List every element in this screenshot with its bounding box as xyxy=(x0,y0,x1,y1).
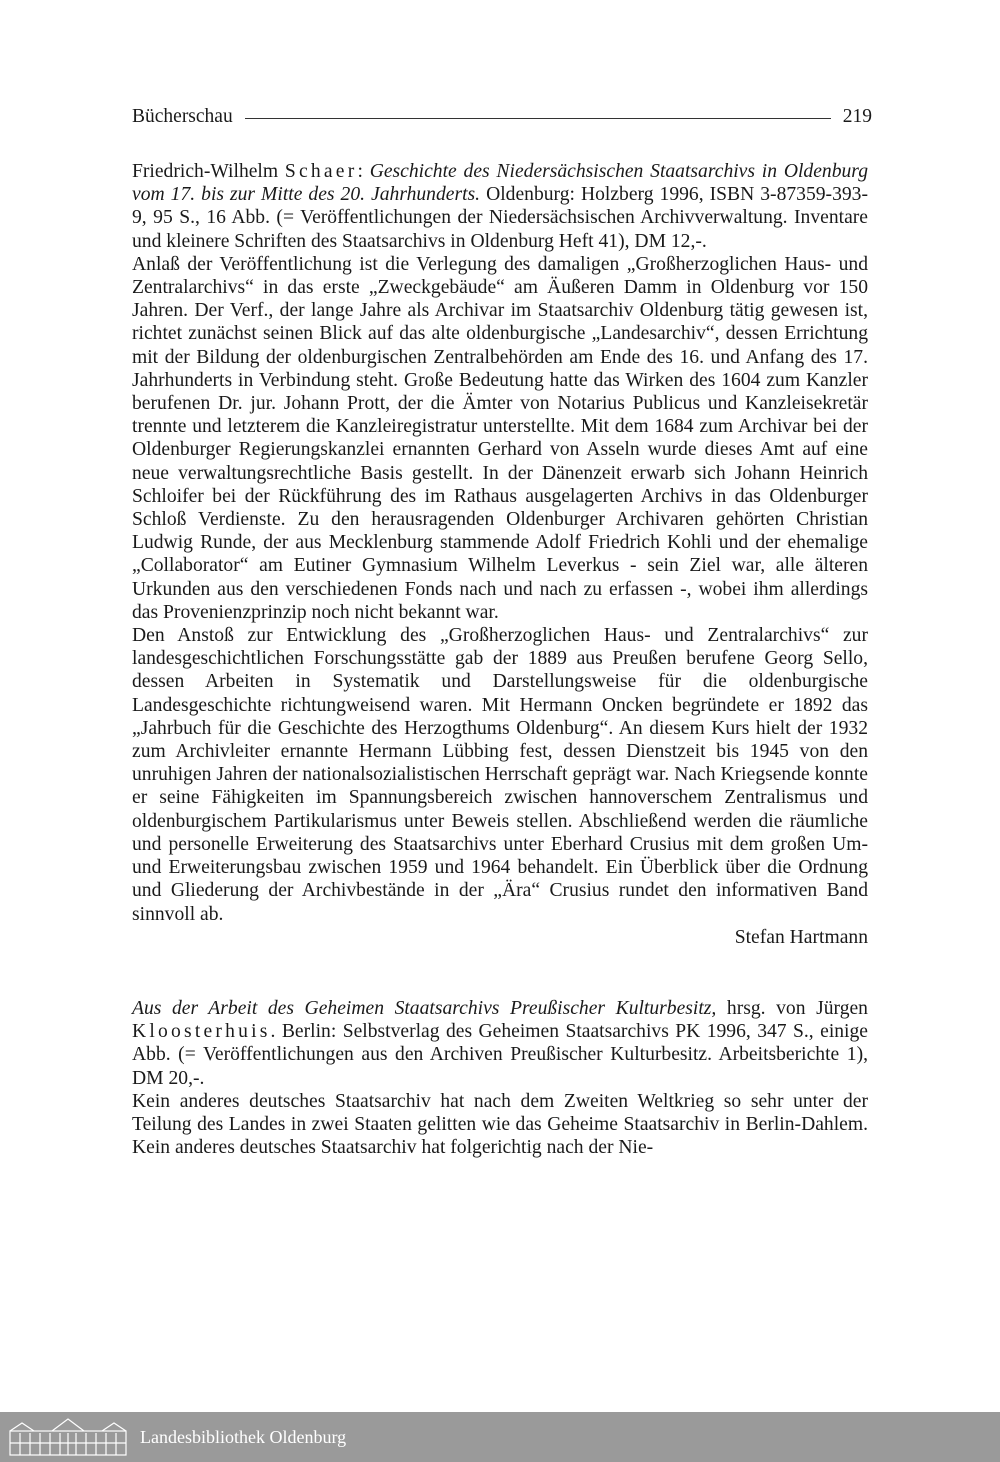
review1-body-2: Den Anstoß zur Entwicklung des „Großherzoglichen Haus- und Zentralarchivs“ zur landesgeschichtlichen Forschungsstätte gab der 1889 aus Preußen berufene Georg Sello, dessen Arbeiten in Systematik und Darstellungsweise für die oldenburgische Landesgeschichte richtungweisend waren. Mit Hermann Oncken begründete er 1892 das „Jahrbuch für die Geschichte des Herzogthums Oldenburg“. An diesem Kurs hielt der 1932 zum Archivleiter ernannte Hermann Lübbing fest, dessen Dienstzeit bis 1945 von den unruhigen Jahren der nationalsozialistischen Herrschaft geprägt war. Nach Kriegsende konnte er seine Fähigkeiten im Spannungsbereich zwischen hannoverschem Zentralismus und oldenburgischem Partikularismus unter Beweis stellen. Abschließend werden die räumliche und personelle Erweiterung des Staatsarchivs unter Eberhard Crusius mit dem großen Um- und Erweiterungsbau zwischen 1959 und 1964 behandelt. Ein Überblick über die Ordnung und Gliederung der Archivbestände in der „Ära“ Crusius rundet den informativen Band sinnvoll ab. xyxy=(132,625,868,925)
footer-bar xyxy=(0,1412,1000,1462)
review1-author-surname: Schaer xyxy=(284,161,358,182)
review1-book-title: Geschichte des Niedersächsischen Staatsarchivs in Oldenburg vom 17. bis zur Mitte des 20. Jahrhunderts. xyxy=(132,161,869,206)
page-content xyxy=(132,160,868,1159)
page-number: 219 xyxy=(842,106,872,127)
header-title: Bücherschau xyxy=(132,106,233,127)
review2-book-title: Aus der Arbeit des Geheimen Staatsarchivs Preußischer Kulturbesitz, xyxy=(132,997,717,1019)
library-building-icon xyxy=(8,1417,128,1457)
running-header xyxy=(132,104,872,130)
footer-library-name: Landesbibliothek Oldenburg xyxy=(140,1426,347,1447)
review1-reviewer: Stefan Hartmann xyxy=(734,926,868,948)
review2-editor-surname: Kloosterhuis xyxy=(132,1021,271,1043)
review-separator xyxy=(132,949,868,997)
review1-citation-details: Oldenburg: Holzberg 1996, ISBN 3-87359-393-9, 95 S., 16 Abb. (= Veröffentlichungen der Niedersächsischen Archivverwaltung. Inventare und kleinere Schriften des Staatsarchivs in Oldenburg Heft 41), DM 12,-. xyxy=(132,184,869,252)
review1-body: Anlaß der Veröffentlichung ist die Verlegung des damaligen „Großherzoglichen Haus- und Zentralarchivs“ in das erste „Zweckgebäude“ am Äußeren Damm in Oldenburg vor 150 Jahren. Der Verf., der lange Jahre als Archivar im Staatsarchiv Oldenburg tätig gewesen ist, richtet zunächst seinen Blick auf das alte oldenburgische „Landesarchiv“, dessen Errichtung mit der Bildung der oldenburgischen Zentralbehörden am Ende des 16. und Anfang des 17. Jahrhunderts in Verbindung steht. Große Bedeutung hatte das Wirken des 1604 zum Kanzler berufenen Dr. jur. Johann Prott, der die Ämter von Notarius Publicus und Kanzleisekretär trennte und letzterem die Kanzleiregistratur unterstellte. Mit dem 1684 zum Archivar bei der Oldenburger Regierungskanzlei ernannten Gerhard von Asseln wurde dieses Amt auf eine neue verwaltungsrechtliche Basis gestellt. In der Dänenzeit erwarb sich Johann Heinrich Schloifer bei der Rückführung des im Rathaus ausgelagerten Archivs in das Oldenburger Schloß Verdienste. Zu den herausragenden Oldenburger Archivaren gehörten Christian Ludwig Runde, der aus Mecklenburg stammende Adolf Friedrich Kohli und der ehemalige „Collaborator“ am Eutiner Gymnasium Wilhelm Leverkus - sein Ziel war, alle älteren Urkunden aus den verschiedenen Fonds nach und nach zu erfassen -, wobei ihm allerdings das Provenienzprinzip noch nicht bekannt war. xyxy=(132,253,868,623)
review1-author-sep: : xyxy=(357,161,370,182)
review2-citation xyxy=(132,997,868,1090)
review1-citation xyxy=(132,160,868,253)
review2-body: Kein anderes deutsches Staatsarchiv hat nach dem Zweiten Weltkrieg so sehr unter der Teilung des Landes in zwei Staaten gelitten wie das Geheime Staatsarchiv in Berlin-Dahlem. Kein anderes deutsches Staatsarchiv hat folgerichtig nach der Nie- xyxy=(132,1090,868,1159)
review2-citation-details: . Berlin: Selbstverlag des Geheimen Staatsarchivs PK 1996, 347 S., einige Abb. (= Veröffentlichungen aus den Archiven Preußischer Kulturbesitz. Arbeitsberichte 1), DM 20,-. xyxy=(132,1021,868,1089)
review2-editor-prefix: hrsg. von Jürgen xyxy=(716,997,868,1019)
header-rule xyxy=(245,118,831,119)
review1-author-given: Friedrich-Wilhelm xyxy=(132,161,279,182)
